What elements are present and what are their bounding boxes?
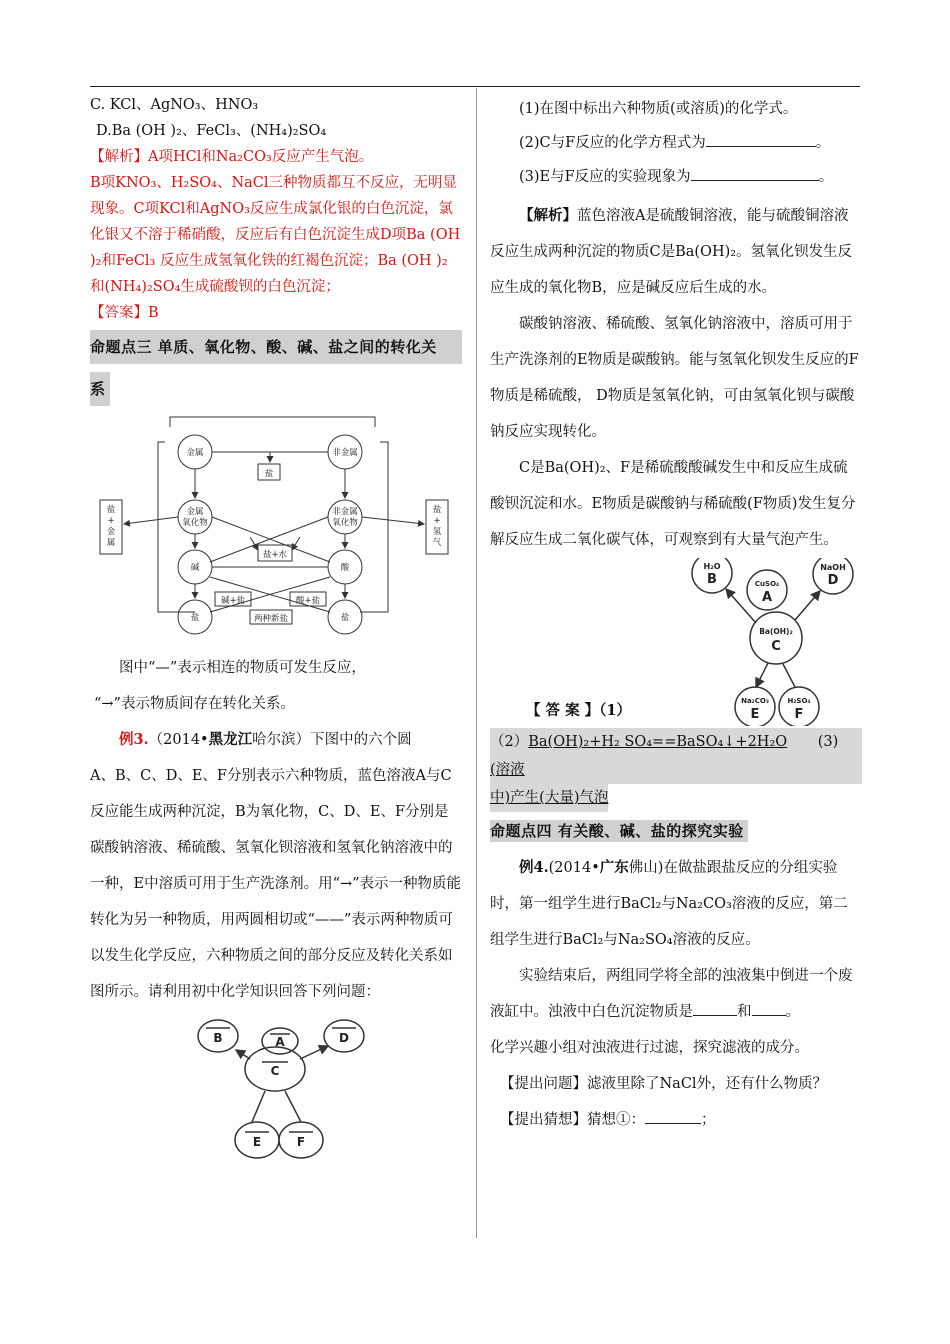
example-3-src-a: （2014• [148,732,209,748]
example-3-src-b: 黑龙江 [208,731,253,748]
answer-3-b: 中)产生(大量)气泡 [490,790,609,806]
label-nonmetal: 非金属 [332,448,358,458]
question-2-period: 。 [815,135,831,151]
f-letter: F [794,707,804,722]
d-formula: NaOH [820,563,846,572]
c-letter: C [771,639,781,654]
circle-a-label: A [275,1035,285,1049]
answer-2-equation: Ba(OH)₂+H₂ SO₄==BaSO₄↓+2H₂O [528,734,788,750]
circle-f-label: F [296,1135,306,1149]
label-salt-water: 盐+水 [262,550,288,560]
question-1: (1)在图中标出六种物质(或溶质)的化学式。 [519,101,798,117]
example-4-p2-a: 实验结束后，两组同学将全部的浊液集中倒进一个废液缸中。浊液中白色沉淀物质是 [490,968,853,1020]
answer-2-3 [490,728,862,784]
label-acid-salt: 酸+盐 [295,596,321,606]
question-3 [490,160,862,194]
analysis-label: 【解析】 [519,207,577,224]
example-4-label: 例4. [519,859,549,876]
question-3-text: (3)E与F反应的实验现象为 [519,169,691,185]
label-acid: 酸 [340,563,350,573]
caption-line-2: “→”表示物质间存在转化关系。 [94,696,295,712]
analysis-body: B项KNO₃、H₂SO₄、NaCl三种物质都互不反应，无明显现象。C项KCl和AgNO₃反应生成氯化银的白色沉淀，氯化银又不溶于稀硝酸，反应后有白色沉淀生成D项Ba (OH )₂和FeCl₃ 反应生成氢氧化铁的红褐色沉淀；Ba (OH )₂ 和(NH₄)₂SO₄生成硫酸钡的白色沉淀； [90,175,461,295]
analysis-line-1: 【解析】A项HCl和Na₂CO₃反应产生气泡。 [90,149,374,165]
label-metal: 金属 [186,448,204,458]
label-metal-oxide-1: 金属 [186,507,204,517]
circle-e-label: E [252,1135,262,1149]
label-salt-top: 盐 [264,469,274,479]
example-4-guess-text: 【提出猜想】猜想①： [500,1112,645,1128]
a-letter: A [761,590,773,605]
precipitate-blank-1[interactable] [693,1001,737,1016]
section-heading-3 [90,330,462,364]
label-base: 碱 [190,563,200,573]
analysis-text-1: 蓝色溶液A是硫酸铜溶液，能与硫酸铜溶液反应生成两种沉淀的物质C是Ba(OH)₂。氢氧化钡发生反应生成的氧化物B，应是碱反应后生成的水。 [490,208,853,296]
option-d: D.Ba (OH )₂、FeCl₃、(NH₄)₂SO₄ [96,123,327,139]
example-4-guess-end: ； [701,1112,716,1128]
question-3-period: 。 [818,169,834,185]
heading-4-text: 命题点四 有关酸、碱、盐的探究实验 [490,822,744,840]
example-4-para-1 [490,850,862,958]
right-box-1: 盐 [432,505,442,515]
left-box-2: + [107,516,115,526]
column-divider [476,88,477,1238]
example-4-p2-b: 和 [737,1004,752,1020]
answer-blank-2[interactable] [706,132,816,147]
example-4-para-2 [490,958,862,1030]
a-formula: CuSO₄ [754,580,780,588]
circle-b-label: B [213,1031,223,1045]
example-4-src-a: (2014• [548,860,600,876]
label-salt-br: 盐 [340,613,350,623]
label-base-salt: 碱+盐 [220,596,246,606]
right-box-3: 氢 [432,527,442,537]
label-two-salts: 两种新盐 [253,614,289,624]
example-3-body: A、B、C、D、E、F分别表示六种物质，蓝色溶液A与C反应能生成两种沉淀，B为氧化物，C、D、E、F分别是碳酸钠溶液、稀硫酸、氢氧化钡溶液和氢氧化钠溶液中的一种，E中溶质可用于生产洗涤剂。用“→”表示一种物质能转化为另一种物质，用两圆相切或“——”表示两种物质可以发生化学反应，六种物质之间的部分反应及转化关系如图所示。请利用初中化学知识回答下列问题： [90,768,462,1000]
answer: 【答案】B [90,305,159,321]
right-box-2: + [433,516,441,526]
e-letter: E [750,707,760,722]
precipitate-blank-2[interactable] [752,1001,786,1016]
f-formula: H₂SO₄ [787,697,811,705]
c-formula: Ba(OH)₂ [759,627,793,636]
top-rule [90,86,860,87]
label-nonmetal-oxide-1: 非金属 [332,507,358,517]
answer-3-prefix: (3) [817,734,839,750]
example-4-guess [490,1102,862,1138]
label-salt-bl: 盐 [190,613,200,623]
analysis-para-1 [490,198,862,306]
right-column [490,92,862,1138]
left-column [90,92,462,1164]
b-letter: B [707,572,717,587]
guess-blank-1[interactable] [645,1109,701,1124]
left-box-4: 属 [106,538,116,548]
example-4-para-3: 化学兴趣小组对浊液进行过滤，探究滤液的成分。 [490,1040,809,1056]
answer-3-a: (溶液 [490,762,525,778]
example-3-label: 例3. [119,731,149,748]
label-metal-oxide-2: 氧化物 [182,518,208,528]
answer-2-prefix: （2） [490,734,529,750]
example-4-p2-c: 。 [785,1004,800,1020]
left-box-1: 盐 [106,505,116,515]
right-box-4: 气 [432,538,442,548]
answer-label: 【 答 案 】（1） [526,702,631,719]
node-metal-oxide [178,500,212,534]
b-formula: H₂O [703,562,721,571]
section-heading-3-cont [90,372,110,406]
section-heading-4 [490,820,748,842]
analysis-para-3: C是Ba(OH)₂、F是稀硫酸酸碱发生中和反应生成硫酸钡沉淀和水。E物质是碳酸钠与稀硫酸(F物质)发生复分解反应生成二氧化碳气体，可观察到有大量气泡产生。 [490,460,856,548]
conversion-diagram [90,412,462,642]
circle-c-label: C [270,1064,280,1078]
question-2 [490,126,862,160]
label-nonmetal-oxide-2: 氧化物 [332,518,358,528]
caption-line-1: 图中“—”表示相连的物质可发生反应， [119,660,366,676]
example-3-src-c: 哈尔滨）下图中的六个圆 [252,732,412,748]
question-2-text: (2)C与F反应的化学方程式为 [519,135,706,151]
heading-3-line-1: 命题点三 单质、氧化物、酸、碱、盐之间的转化关 [90,338,437,356]
example-4-question: 【提出问题】滤液里除了NaCl外，还有什么物质？ [500,1076,828,1092]
example-4-src-c: 佛山)在做盐跟盐反应的分组实验时，第一组学生进行BaCl₂与Na₂CO₃溶液的反应，第二组学生进行BaCl₂与Na₂SO₄溶液的反应。 [490,860,848,948]
circle-d-label: D [339,1031,349,1045]
analysis-para-2: 碳酸钠溶液、稀硫酸、氢氧化钠溶液中，溶质可用于生产洗涤剂的E物质是碳酸钠。能与氢氧化钡发生反应的F物质是稀硫酸， D物质是氢氧化钠，可由氢氧化钡与碳酸钠反应实现转化。 [490,316,859,440]
left-box-3: 金 [106,527,116,537]
node-nonmetal-oxide [328,500,362,534]
heading-3-line-2: 系 [90,380,106,398]
d-letter: D [827,573,839,588]
example-3-head [90,722,462,758]
option-c: C. KCl、AgNO₃、HNO₃ [90,97,259,113]
e-formula: Na₂CO₃ [741,697,769,705]
answer-3-cont [490,784,608,812]
answer-blank-3[interactable] [691,166,819,181]
example-4-src-b: 广东 [599,859,629,876]
six-circles-diagram [90,1014,462,1164]
